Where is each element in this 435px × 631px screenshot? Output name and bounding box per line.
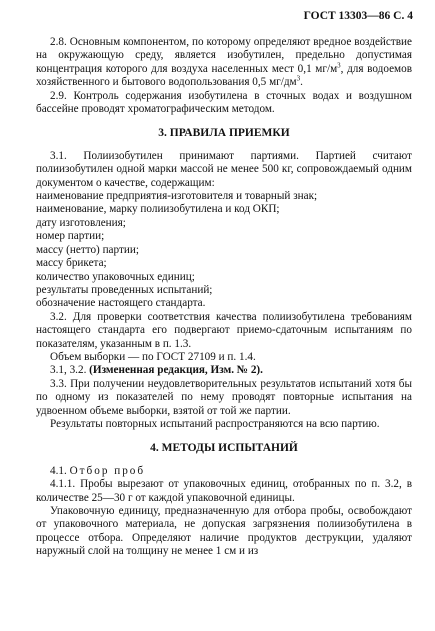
- superscript: 3: [337, 61, 341, 70]
- running-head: ГОСТ 13303—86 С. 4: [303, 10, 413, 22]
- paragraph-2-8: 2.8. Основным компонентом, по которому определяют вредное воздействие на окружающую среду, является изобутилен, предельно допустимая концентрация которого для воздуха населенных мест 0,1 $мг/м^3$, для водоемов хозяйственного и бытового водопользования 0,5 $мг/дм^3$.: [36, 36, 413, 89]
- list-item: наименование, марку полиизобутилена и код ОКП;: [36, 203, 280, 216]
- paragraph-4-1-1-continued: Упаковочную единицу, предназначенную для отбора пробы, освобождают от упаковочного материала, не допуская загрязнения полиизобутилена в процессе отбора. Определяют наличие продуктов деструкции, удаляют наружный слой на толщину не менее 1 см и из: [36, 505, 412, 558]
- amendment-note: 3.1, 3.2. (Измененная редакция, Изм. № 2).: [50, 364, 263, 377]
- list-item: дату изготовления;: [36, 216, 126, 229]
- list-item: массу (нетто) партии;: [36, 243, 139, 256]
- paragraph-3-1: 3.1. Полиизобутилен принимают партиями. Партией считают полиизобутилен одной марки массой не менее 500 кг, сопровождаемый одним документом о качестве, содержащим:: [36, 149, 412, 189]
- section-4-heading: 4. МЕТОДЫ ИСПЫТАНИЙ: [150, 442, 298, 455]
- list-item: количество упаковочных единиц;: [36, 270, 195, 283]
- paragraph-3-3-repeat-tests: Результаты повторных испытаний распространяются на всю партию.: [50, 417, 380, 430]
- list-item: обозначение настоящего стандарта.: [36, 297, 206, 310]
- list-item: массу брикета;: [36, 257, 107, 270]
- paragraph-3-2: 3.2. Для проверки соответствия качества полиизобутилена требованиям настоящего стандарта его подвергают приемо-сдаточным испытаниям по показателям, указанным в п. 1.3.: [36, 310, 412, 350]
- subsection-4-1-title: 4.1. Отбор проб: [50, 464, 146, 477]
- paragraph-3-3: 3.3. При получении неудовлетворительных результатов испытаний хотя бы по одному из показателей по нему проводят повторные испытания на удвоенном объеме выборки, взятой от той же партии.: [36, 377, 412, 417]
- section-3-heading: 3. ПРАВИЛА ПРИЕМКИ: [158, 127, 290, 140]
- list-item: результаты проведенных испытаний;: [36, 283, 213, 296]
- document-contents-list: [36, 190, 412, 311]
- sample-volume-note: Объем выборки — по ГОСТ 27109 и п. 1.4.: [50, 350, 256, 363]
- superscript: 3: [296, 74, 301, 83]
- paragraph-2-9: 2.9. Контроль содержания изобутилена в сточных водах и воздушном бассейне проводят хроматографическим методом.: [36, 89, 412, 116]
- paragraph-4-1-1: 4.1.1. Пробы вырезают от упаковочных единиц, отобранных по п. 3.2, в количестве 25—30 г от каждой упаковочной единицы.: [36, 478, 412, 504]
- page-content: [36, 36, 412, 559]
- list-item: номер партии;: [36, 230, 105, 243]
- list-item: наименование предприятия-изготовителя и товарный знак;: [36, 190, 318, 203]
